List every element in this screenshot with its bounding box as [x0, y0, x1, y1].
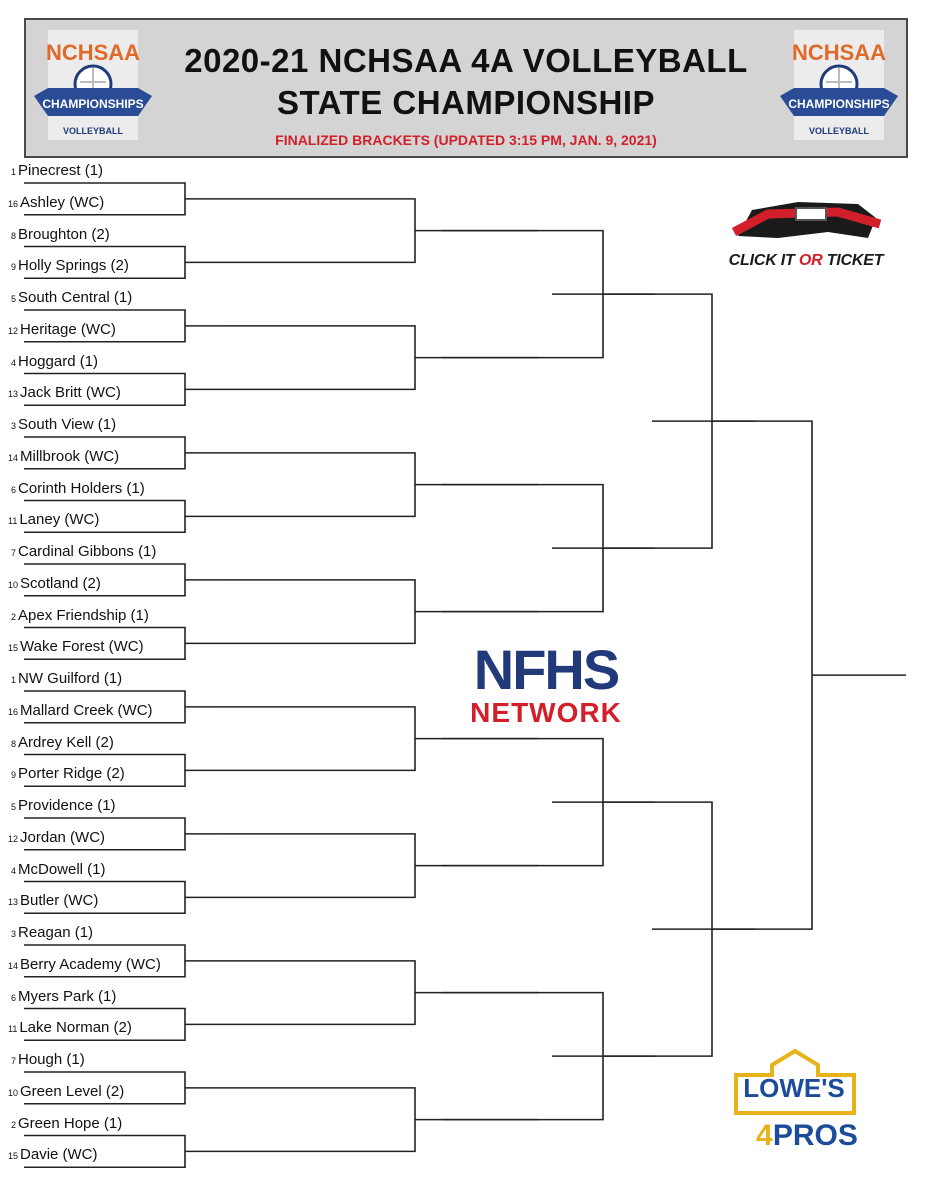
- team-name: Broughton (2): [18, 225, 110, 243]
- team-name: Hough (1): [18, 1051, 85, 1068]
- team-name: McDowell (1): [18, 860, 106, 878]
- round2-connector: [220, 453, 415, 517]
- team-entry: [8, 606, 149, 626]
- team-entry: [8, 1114, 122, 1134]
- team-entry: [8, 669, 122, 689]
- team-name: Jack Britt (WC): [20, 384, 121, 402]
- seed-number: 11: [8, 1024, 18, 1035]
- team-entry: [8, 1082, 124, 1102]
- seed-number: 8: [10, 230, 16, 241]
- svg-text:NCHSAA: NCHSAA: [791, 40, 887, 65]
- svg-text:CHAMPIONSHIPS: CHAMPIONSHIPS: [42, 97, 144, 111]
- seed-number: 9: [10, 770, 16, 781]
- round5-connector: [652, 421, 812, 929]
- team-name: Pinecrest (1): [18, 162, 104, 179]
- team-entry: [8, 447, 119, 467]
- team-entry: [8, 256, 129, 276]
- click-it-or-ticket-text: CLICK IT OR TICKET: [728, 252, 884, 269]
- team-entry: [8, 987, 116, 1007]
- subtitle: FINALIZED BRACKETS (UPDATED 3:15 PM, JAN. 9, 2021): [275, 132, 657, 148]
- team-name: Wake Forest (WC): [20, 638, 144, 656]
- lowes-4pros-logo: [732, 1045, 872, 1155]
- seed-number: 14: [8, 452, 19, 463]
- team-name: Laney (WC): [19, 511, 100, 529]
- team-name: Ashley (WC): [20, 193, 105, 211]
- seed-number: 8: [10, 738, 16, 749]
- seed-number: 5: [10, 294, 16, 304]
- round2-connector: [220, 199, 415, 263]
- network-wordmark: NETWORK: [470, 697, 622, 728]
- seed-number: 1: [10, 167, 16, 177]
- seed-number: 15: [8, 1151, 19, 1162]
- svg-text:NCHSAA: NCHSAA: [45, 40, 141, 65]
- team-name: NW Guilford (1): [18, 670, 123, 687]
- team-entry: [8, 383, 121, 403]
- team-name: Mallard Creek (WC): [20, 701, 153, 719]
- team-name: Corinth Holders (1): [18, 479, 145, 497]
- seed-number: 13: [8, 389, 19, 400]
- round2-connector: [220, 834, 415, 898]
- seed-number: 9: [10, 262, 16, 273]
- team-name: Millbrook (WC): [20, 447, 120, 465]
- team-entry: [8, 1018, 132, 1038]
- team-entry: [8, 352, 98, 372]
- seed-number: 5: [10, 802, 16, 812]
- team-name: Green Hope (1): [18, 1114, 123, 1132]
- team-entry: [8, 701, 153, 721]
- round2-connector: [220, 1088, 415, 1152]
- team-name: Lake Norman (2): [19, 1019, 132, 1037]
- team-name: Holly Springs (2): [18, 257, 129, 275]
- seed-number: 4: [10, 357, 16, 368]
- team-name: Reagan (1): [18, 924, 94, 941]
- seed-number: 10: [8, 579, 19, 590]
- seed-number: 14: [8, 960, 19, 971]
- 4pros-wordmark: 4PROS: [756, 1119, 858, 1152]
- team-entry: [8, 891, 98, 911]
- round2-connector: [220, 707, 415, 771]
- round2-connector: [220, 580, 415, 644]
- nfhs-network-logo: [458, 638, 634, 732]
- team-name: Hoggard (1): [18, 352, 99, 370]
- team-name: Apex Friendship (1): [18, 606, 149, 624]
- team-name: Butler (WC): [20, 892, 99, 910]
- seed-number: 6: [10, 992, 16, 1003]
- nfhs-wordmark: NFHS: [473, 638, 619, 701]
- team-name: Myers Park (1): [18, 987, 117, 1005]
- seed-number: 12: [8, 833, 19, 844]
- team-name: Berry Academy (WC): [20, 955, 161, 973]
- team-entry: [8, 161, 103, 181]
- seed-number: 16: [8, 198, 19, 209]
- team-entry: [8, 193, 104, 213]
- round2-connector: [220, 961, 415, 1025]
- team-entry: [8, 955, 161, 975]
- team-entry: [8, 1145, 98, 1165]
- seed-number: 4: [10, 865, 16, 876]
- seed-number: 12: [8, 325, 19, 336]
- seed-number: 16: [8, 706, 19, 717]
- team-entry: [8, 574, 101, 594]
- round2-connector: [220, 326, 415, 390]
- team-entry: [8, 796, 116, 816]
- team-entry: [8, 415, 116, 435]
- team-entry: [8, 860, 106, 880]
- seed-number: 1: [10, 675, 16, 685]
- title-line-1: 2020-21 NCHSAA 4A VOLLEYBALL: [184, 42, 748, 79]
- seed-number: 3: [10, 421, 16, 431]
- team-name: Green Level (2): [20, 1082, 125, 1100]
- team-entry: [8, 733, 114, 753]
- team-entry: [8, 637, 144, 657]
- team-entry: [8, 923, 93, 943]
- team-name: Jordan (WC): [20, 828, 106, 846]
- seed-number: 15: [8, 643, 19, 654]
- team-name: South View (1): [18, 416, 117, 433]
- svg-text:VOLLEYBALL: VOLLEYBALL: [809, 126, 869, 136]
- seed-number: 11: [8, 516, 18, 527]
- seed-number: 6: [10, 484, 16, 495]
- team-entry: [8, 288, 132, 308]
- seed-number: 7: [10, 548, 16, 558]
- seed-number: 13: [8, 897, 19, 908]
- team-entry: [8, 1050, 85, 1070]
- click-it-or-ticket-logo: [708, 188, 904, 278]
- team-name: Porter Ridge (2): [18, 765, 125, 783]
- team-entry: [8, 542, 156, 562]
- seed-number: 7: [10, 1056, 16, 1066]
- seatbelt-icon: [708, 188, 904, 252]
- seed-number: 3: [10, 929, 16, 939]
- team-name: South Central (1): [18, 289, 133, 306]
- svg-text:CHAMPIONSHIPS: CHAMPIONSHIPS: [788, 97, 890, 111]
- lowes-wordmark: LOWE'S: [743, 1073, 845, 1103]
- team-entry: [8, 479, 145, 499]
- team-entry: [8, 320, 116, 340]
- team-name: Providence (1): [18, 797, 116, 814]
- seed-number: 10: [8, 1087, 19, 1098]
- title-line-2: STATE CHAMPIONSHIP: [276, 84, 656, 121]
- team-entry: [8, 225, 110, 245]
- team-name: Heritage (WC): [20, 320, 116, 338]
- team-name: Scotland (2): [20, 574, 101, 592]
- team-entry: [8, 510, 99, 530]
- svg-text:VOLLEYBALL: VOLLEYBALL: [63, 126, 123, 136]
- team-name: Ardrey Kell (2): [18, 733, 114, 751]
- seed-number: 2: [10, 1119, 16, 1130]
- team-name: Cardinal Gibbons (1): [18, 543, 157, 560]
- team-entry: [8, 828, 105, 848]
- team-entry: [8, 764, 125, 784]
- team-name: Davie (WC): [20, 1146, 98, 1164]
- seed-number: 2: [10, 611, 16, 622]
